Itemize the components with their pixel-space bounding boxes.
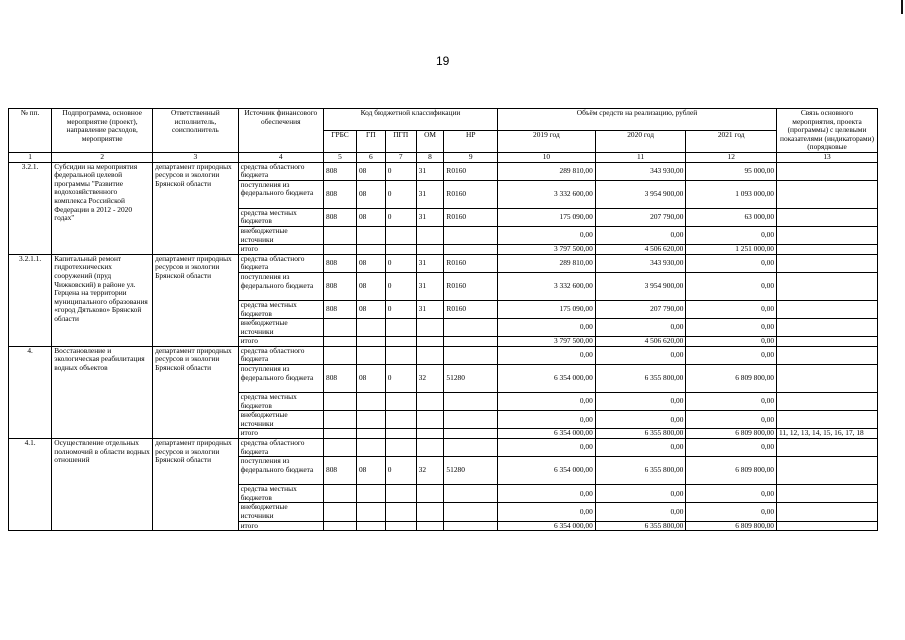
column-index: 12 <box>686 152 777 162</box>
code-grbs: 808 <box>324 208 357 226</box>
header-executor: Ответственный исполнитель, соисполнитель <box>153 109 238 153</box>
code-nr <box>444 393 498 411</box>
budget-table <box>8 108 878 531</box>
code-pgp <box>385 503 416 521</box>
amount-2019: 0,00 <box>498 503 596 521</box>
code-pgp <box>385 346 416 364</box>
code-gp <box>356 337 385 347</box>
item-executor: департамент природных ресурсов и экологии Брянской области <box>153 254 238 346</box>
table-header <box>9 109 878 163</box>
amount-2019: 6 354 000,00 <box>498 521 596 531</box>
indicator-link <box>777 503 878 521</box>
code-pgp <box>385 521 416 531</box>
indicator-link <box>777 162 878 180</box>
column-index: 7 <box>385 152 416 162</box>
code-gp: 08 <box>356 272 385 300</box>
code-pgp: 0 <box>385 162 416 180</box>
code-grbs <box>324 521 357 531</box>
code-nr: 51280 <box>444 457 498 485</box>
amount-2019: 6 354 000,00 <box>498 457 596 485</box>
amount-2019: 0,00 <box>498 411 596 429</box>
header-2019: 2019 год <box>498 130 596 152</box>
code-gp: 08 <box>356 180 385 208</box>
amount-2021: 1 093 000,00 <box>686 180 777 208</box>
funding-source: средства местных бюджетов <box>238 300 323 318</box>
code-om: 31 <box>416 254 444 272</box>
amount-2021: 0,00 <box>686 226 777 244</box>
header-2021: 2021 год <box>686 130 777 152</box>
amount-2020: 0,00 <box>595 411 686 429</box>
item-executor: департамент природных ресурсов и экологии Брянской области <box>153 162 238 254</box>
code-gp: 08 <box>356 162 385 180</box>
code-om <box>416 245 444 255</box>
amount-2021: 0,00 <box>686 439 777 457</box>
code-nr <box>444 411 498 429</box>
code-nr: R0160 <box>444 208 498 226</box>
funding-source: внебюджетные источники <box>238 411 323 429</box>
amount-2020: 0,00 <box>595 393 686 411</box>
amount-2019: 0,00 <box>498 485 596 503</box>
header-link: Связь основного мероприятия, проекта (программы) с целевыми показателями (индикаторами) (порядковые <box>777 109 878 153</box>
code-om <box>416 521 444 531</box>
code-pgp: 0 <box>385 208 416 226</box>
amount-2020: 6 355 800,00 <box>595 365 686 393</box>
header-2020: 2020 год <box>595 130 686 152</box>
column-index: 10 <box>498 152 596 162</box>
amount-2020: 0,00 <box>595 503 686 521</box>
code-pgp <box>385 429 416 439</box>
header-num: № пп. <box>9 109 52 153</box>
amount-2019: 289 810,00 <box>498 254 596 272</box>
code-nr: R0160 <box>444 254 498 272</box>
amount-2019: 3 797 500,00 <box>498 337 596 347</box>
amount-2020: 3 954 900,00 <box>595 180 686 208</box>
amount-2021: 95 000,00 <box>686 162 777 180</box>
amount-2019: 0,00 <box>498 226 596 244</box>
code-gp <box>356 429 385 439</box>
funding-source: итого <box>238 245 323 255</box>
code-pgp <box>385 245 416 255</box>
code-gp <box>356 485 385 503</box>
column-index: 8 <box>416 152 444 162</box>
code-gp <box>356 521 385 531</box>
column-index: 3 <box>153 152 238 162</box>
code-nr <box>444 346 498 364</box>
amount-2020: 4 506 620,00 <box>595 245 686 255</box>
code-gp <box>356 393 385 411</box>
code-om <box>416 411 444 429</box>
column-index: 9 <box>444 152 498 162</box>
code-gp <box>356 411 385 429</box>
code-grbs: 808 <box>324 272 357 300</box>
indicator-link <box>777 411 878 429</box>
code-gp <box>356 346 385 364</box>
indicator-link <box>777 521 878 531</box>
header-budget-code: Код бюджетной классификации <box>324 109 498 131</box>
code-om <box>416 429 444 439</box>
code-pgp: 0 <box>385 457 416 485</box>
funding-source: итого <box>238 429 323 439</box>
code-om <box>416 226 444 244</box>
amount-2019: 175 090,00 <box>498 208 596 226</box>
amount-2020: 343 930,00 <box>595 254 686 272</box>
code-grbs <box>324 411 357 429</box>
amount-2020: 343 930,00 <box>595 162 686 180</box>
code-pgp: 0 <box>385 180 416 208</box>
indicator-link <box>777 300 878 318</box>
table-body <box>9 162 878 531</box>
code-nr <box>444 429 498 439</box>
amount-2020: 3 954 900,00 <box>595 272 686 300</box>
funding-source: поступления из федерального бюджета <box>238 272 323 300</box>
table-row <box>9 162 878 180</box>
amount-2021: 6 809 800,00 <box>686 365 777 393</box>
item-number: 3.2.1.1. <box>9 254 52 346</box>
code-gp: 08 <box>356 365 385 393</box>
amount-2021: 0,00 <box>686 411 777 429</box>
column-index-row <box>9 152 878 162</box>
code-nr <box>444 245 498 255</box>
amount-2019: 0,00 <box>498 439 596 457</box>
amount-2021: 0,00 <box>686 319 777 337</box>
code-gp <box>356 245 385 255</box>
amount-2019: 3 332 600,00 <box>498 272 596 300</box>
column-index: 5 <box>324 152 357 162</box>
amount-2020: 0,00 <box>595 485 686 503</box>
amount-2021: 0,00 <box>686 503 777 521</box>
amount-2020: 0,00 <box>595 226 686 244</box>
code-grbs <box>324 319 357 337</box>
funding-source: внебюджетные источники <box>238 503 323 521</box>
amount-2019: 0,00 <box>498 393 596 411</box>
amount-2019: 0,00 <box>498 319 596 337</box>
amount-2020: 6 355 800,00 <box>595 521 686 531</box>
amount-2019: 289 810,00 <box>498 162 596 180</box>
amount-2021: 0,00 <box>686 254 777 272</box>
code-pgp: 0 <box>385 365 416 393</box>
code-pgp <box>385 439 416 457</box>
indicator-link <box>777 245 878 255</box>
code-nr: 51280 <box>444 365 498 393</box>
indicator-link <box>777 319 878 337</box>
item-number: 4.1. <box>9 439 52 531</box>
amount-2021: 6 809 800,00 <box>686 457 777 485</box>
amount-2021: 0,00 <box>686 272 777 300</box>
code-om: 32 <box>416 365 444 393</box>
code-pgp: 0 <box>385 254 416 272</box>
code-grbs <box>324 485 357 503</box>
code-om <box>416 319 444 337</box>
code-om <box>416 485 444 503</box>
code-om <box>416 346 444 364</box>
code-om <box>416 393 444 411</box>
indicator-link: 11, 12, 13, 14, 15, 16, 17, 18 <box>777 429 878 439</box>
amount-2020: 4 506 620,00 <box>595 337 686 347</box>
code-om: 31 <box>416 208 444 226</box>
funding-source: средства областного бюджета <box>238 162 323 180</box>
funding-source: средства областного бюджета <box>238 346 323 364</box>
amount-2020: 0,00 <box>595 439 686 457</box>
code-gp <box>356 439 385 457</box>
code-pgp <box>385 393 416 411</box>
funding-source: поступления из федерального бюджета <box>238 180 323 208</box>
code-pgp: 0 <box>385 272 416 300</box>
amount-2021: 0,00 <box>686 485 777 503</box>
amount-2019: 3 332 600,00 <box>498 180 596 208</box>
item-name: Субсидии на мероприятия федеральной целевой программы "Развитие водохозяйственного комплекса Российской Федерации в 2012 - 2020 годах" <box>52 162 153 254</box>
page-number: 19 <box>436 54 450 68</box>
code-pgp <box>385 485 416 503</box>
code-gp <box>356 226 385 244</box>
item-name: Восстановление и экологическая реабилитация водных объектов <box>52 346 153 438</box>
code-grbs <box>324 346 357 364</box>
code-gp <box>356 319 385 337</box>
indicator-link <box>777 254 878 272</box>
amount-2021: 0,00 <box>686 300 777 318</box>
amount-2019: 175 090,00 <box>498 300 596 318</box>
code-nr <box>444 226 498 244</box>
code-nr: R0160 <box>444 272 498 300</box>
code-pgp <box>385 226 416 244</box>
indicator-link <box>777 272 878 300</box>
code-gp <box>356 503 385 521</box>
code-gp: 08 <box>356 457 385 485</box>
amount-2020: 6 355 800,00 <box>595 457 686 485</box>
indicator-link <box>777 226 878 244</box>
item-name: Капитальный ремонт гидротехнических сооружений (пруд Чижковский) в районе ул. Герцена на территории муниципального образования «город Дятьково» Брянской области <box>52 254 153 346</box>
code-om: 31 <box>416 300 444 318</box>
header-pgp: ПГП <box>385 130 416 152</box>
funding-source: итого <box>238 521 323 531</box>
amount-2019: 0,00 <box>498 346 596 364</box>
code-grbs: 808 <box>324 365 357 393</box>
funding-source: итого <box>238 337 323 347</box>
amount-2019: 6 354 000,00 <box>498 365 596 393</box>
code-grbs <box>324 439 357 457</box>
funding-source: средства местных бюджетов <box>238 393 323 411</box>
item-executor: департамент природных ресурсов и экологии Брянской области <box>153 346 238 438</box>
indicator-link <box>777 208 878 226</box>
code-nr: R0160 <box>444 300 498 318</box>
funding-source: средства местных бюджетов <box>238 485 323 503</box>
item-number: 4. <box>9 346 52 438</box>
amount-2019: 3 797 500,00 <box>498 245 596 255</box>
amount-2021: 0,00 <box>686 393 777 411</box>
code-pgp <box>385 411 416 429</box>
code-grbs <box>324 393 357 411</box>
table-row <box>9 346 878 364</box>
indicator-link <box>777 393 878 411</box>
amount-2020: 207 790,00 <box>595 300 686 318</box>
header-program: Подпрограмма, основное мероприятие (проект), направление расходов, мероприятие <box>52 109 153 153</box>
column-index: 2 <box>52 152 153 162</box>
funding-source: средства областного бюджета <box>238 439 323 457</box>
scan-edge-mark <box>901 0 903 14</box>
code-om: 31 <box>416 180 444 208</box>
code-grbs <box>324 226 357 244</box>
code-nr <box>444 521 498 531</box>
code-om <box>416 439 444 457</box>
code-nr <box>444 503 498 521</box>
code-gp: 08 <box>356 254 385 272</box>
column-index: 11 <box>595 152 686 162</box>
amount-2020: 0,00 <box>595 319 686 337</box>
table-row <box>9 439 878 457</box>
code-om <box>416 503 444 521</box>
code-pgp <box>385 337 416 347</box>
code-grbs: 808 <box>324 180 357 208</box>
code-grbs <box>324 337 357 347</box>
amount-2021: 0,00 <box>686 346 777 364</box>
code-nr <box>444 439 498 457</box>
header-source: Источник финансового обеспечения <box>238 109 323 153</box>
amount-2019: 6 354 000,00 <box>498 429 596 439</box>
indicator-link <box>777 485 878 503</box>
code-grbs: 808 <box>324 300 357 318</box>
funding-source: поступления из федерального бюджета <box>238 365 323 393</box>
code-grbs <box>324 429 357 439</box>
amount-2021: 63 000,00 <box>686 208 777 226</box>
amount-2021: 6 809 800,00 <box>686 521 777 531</box>
column-index: 6 <box>356 152 385 162</box>
code-grbs <box>324 503 357 521</box>
header-volume: Объём средств на реализацию, рублей <box>498 109 777 131</box>
code-om <box>416 337 444 347</box>
column-index: 13 <box>777 152 878 162</box>
header-gp: ГП <box>356 130 385 152</box>
funding-source: поступления из федерального бюджета <box>238 457 323 485</box>
column-index: 4 <box>238 152 323 162</box>
code-om: 31 <box>416 272 444 300</box>
funding-source: средства местных бюджетов <box>238 208 323 226</box>
funding-source: внебюджетные источники <box>238 226 323 244</box>
header-om: ОМ <box>416 130 444 152</box>
code-nr <box>444 319 498 337</box>
code-grbs <box>324 245 357 255</box>
code-pgp <box>385 319 416 337</box>
indicator-link <box>777 457 878 485</box>
code-gp: 08 <box>356 208 385 226</box>
amount-2020: 6 355 800,00 <box>595 429 686 439</box>
indicator-link <box>777 337 878 347</box>
code-om: 31 <box>416 162 444 180</box>
item-number: 3.2.1. <box>9 162 52 254</box>
indicator-link <box>777 439 878 457</box>
column-index: 1 <box>9 152 52 162</box>
header-grbs: ГРБС <box>324 130 357 152</box>
header-nr: НР <box>444 130 498 152</box>
indicator-link <box>777 346 878 364</box>
code-pgp: 0 <box>385 300 416 318</box>
amount-2020: 207 790,00 <box>595 208 686 226</box>
code-nr: R0160 <box>444 180 498 208</box>
code-nr <box>444 485 498 503</box>
item-executor: департамент природных ресурсов и экологии Брянской области <box>153 439 238 531</box>
code-om: 32 <box>416 457 444 485</box>
indicator-link <box>777 180 878 208</box>
item-name: Осуществление отдельных полномочий в области водных отношений <box>52 439 153 531</box>
table-row <box>9 254 878 272</box>
funding-source: средства областного бюджета <box>238 254 323 272</box>
code-nr <box>444 337 498 347</box>
code-grbs: 808 <box>324 162 357 180</box>
code-nr: R0160 <box>444 162 498 180</box>
amount-2021: 1 251 000,00 <box>686 245 777 255</box>
amount-2020: 0,00 <box>595 346 686 364</box>
code-grbs: 808 <box>324 457 357 485</box>
code-grbs: 808 <box>324 254 357 272</box>
amount-2021: 6 809 800,00 <box>686 429 777 439</box>
code-gp: 08 <box>356 300 385 318</box>
indicator-link <box>777 365 878 393</box>
amount-2021: 0,00 <box>686 337 777 347</box>
funding-source: внебюджетные источники <box>238 319 323 337</box>
